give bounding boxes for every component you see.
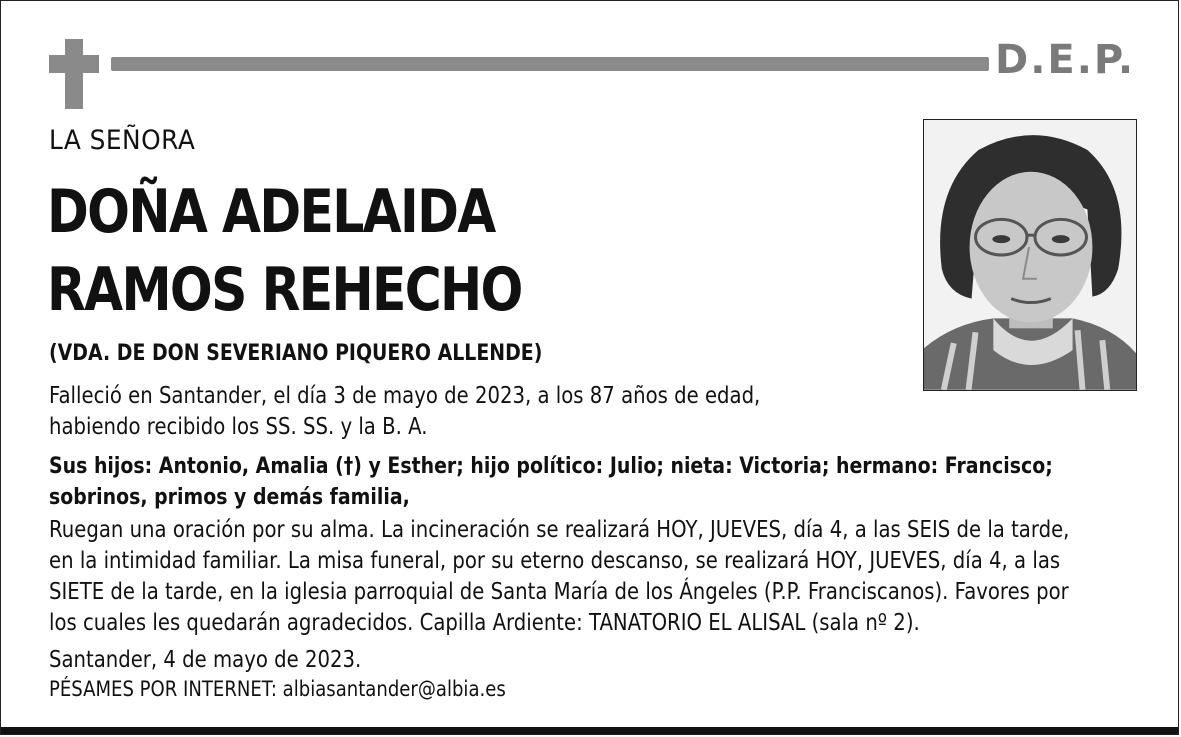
death-notice-line: habiendo recibido los SS. SS. y la B. A. [49,414,428,440]
funeral-line: en la intimidad familiar. La misa funeral, por su eterno descanso, se realizará HOY, JUEVES, día 4, a las [49,548,1061,574]
family-list [49,451,1141,513]
place-and-date: Santander, 4 de mayo de 2023. [49,647,362,673]
dep-label: D.E.P. [995,37,1136,83]
bottom-rule [1,727,1178,734]
death-notice-line: Falleció en Santander, el día 3 de mayo de 2023, a los 87 años de edad, [49,383,761,409]
family-line: Sus hijos: Antonio, Amalia (†) y Esther; hijo político: Julio; nieta: Victoria; hermano: Francisco; [49,454,1053,479]
deceased-name-line-1: DOÑA ADELAIDA [47,177,495,247]
funeral-line: los cuales les quedarán agradecidos. Capilla Ardiente: TANATORIO EL ALISAL (sala nº 2). [49,610,920,636]
condolences-contact: PÉSAMES POR INTERNET: albiasantander@albia.es [49,677,506,701]
header-rule [111,57,989,71]
funeral-line: Ruegan una oración por su alma. La incineración se realizará HOY, JUEVES, día 4, a las SEIS de la tarde, [49,517,1070,543]
funeral-details [49,515,1135,639]
widow-of: (VDA. DE DON SEVERIANO PIQUERO ALLENDE) [49,341,543,366]
funeral-line: SIETE de la tarde, en la iglesia parroquial de Santa María de los Ángeles (P.P. Franciscanos). Favores por [49,579,1069,605]
deceased-name-line-2: RAMOS REHECHO [47,255,522,325]
cross-icon [49,39,99,109]
portrait-photo [923,119,1137,391]
family-line: sobrinos, primos y demás familia, [49,485,410,510]
deceased-title: LA SEÑORA [49,125,196,156]
